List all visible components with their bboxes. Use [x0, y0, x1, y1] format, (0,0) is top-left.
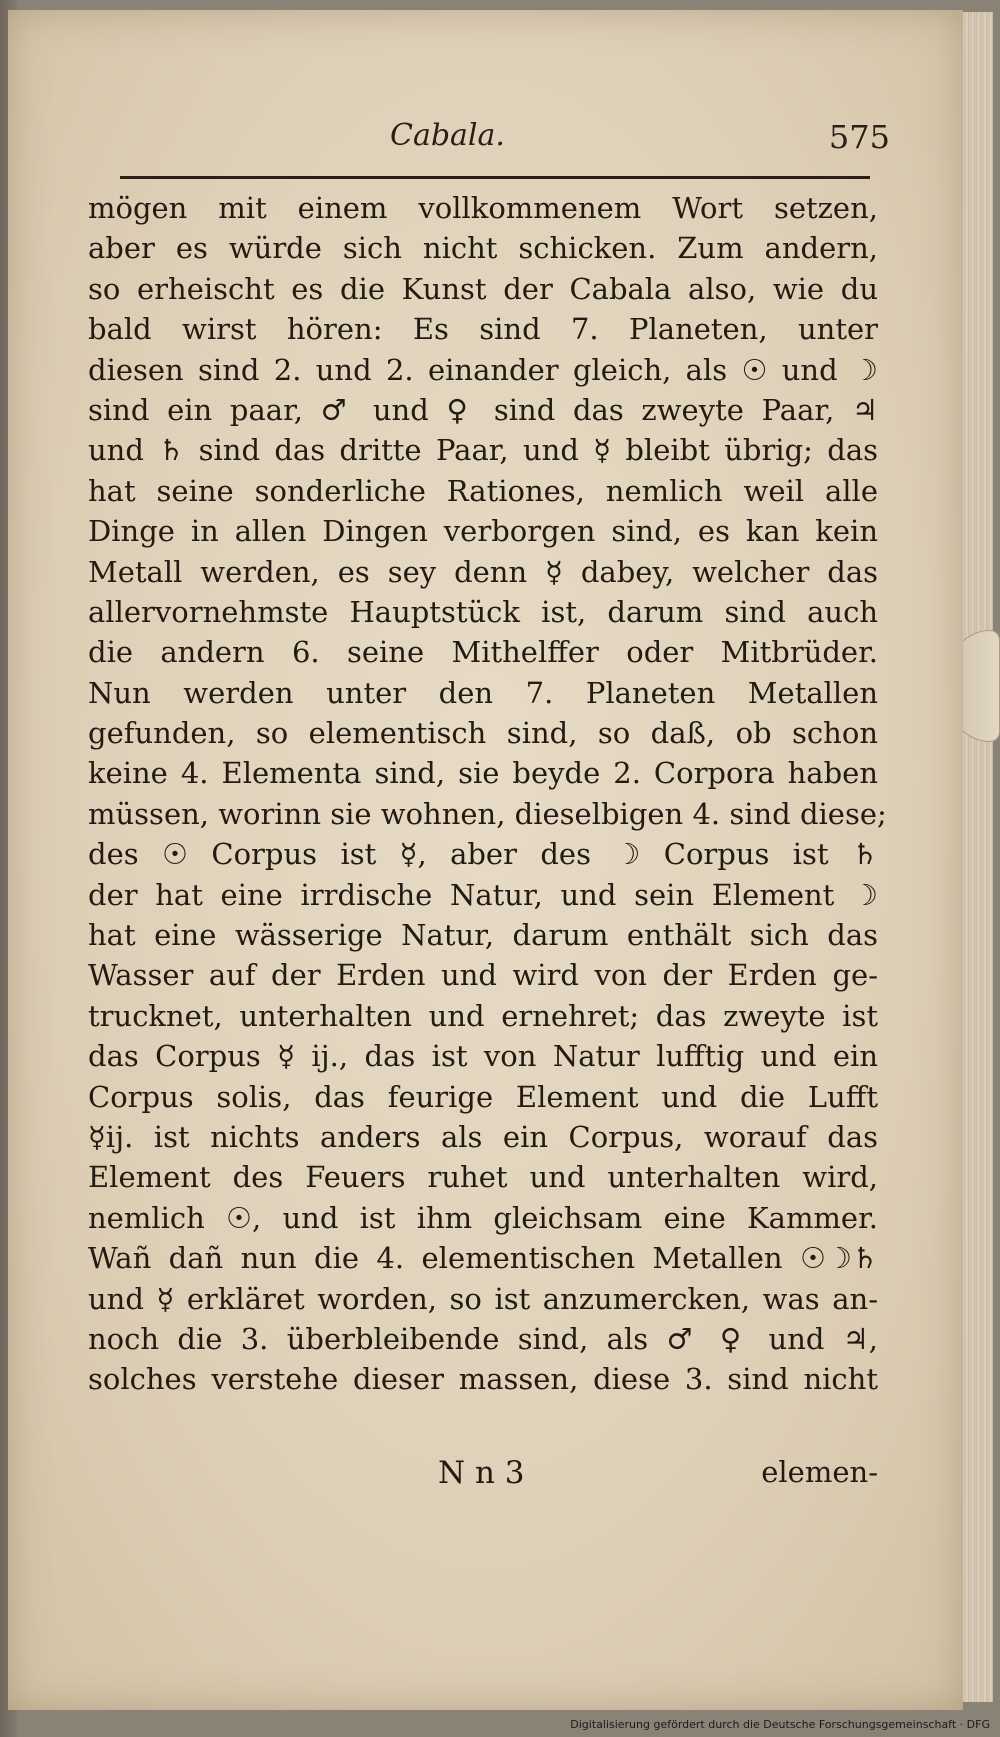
text-line: allervornehmste Hauptstück ist, darum sind auch: [88, 594, 878, 629]
text-line: hat eine wässerige Natur, darum enthält sich das: [88, 918, 878, 953]
text-line: Corpus solis, das feurige Element und die Lufft: [88, 1079, 878, 1114]
text-line: die andern 6. seine Mithelffer oder Mitbrüder.: [88, 635, 878, 670]
header-rule: [120, 176, 870, 179]
text-line: des ☉ Corpus ist ☿, aber des ☽ Corpus ist ♄: [88, 837, 878, 872]
text-line: der hat eine irrdische Natur, und sein Element ☽: [88, 877, 878, 912]
text-line: das Corpus ☿ ij., das ist von Natur lufftig und ein: [88, 1039, 878, 1074]
text-line: Nun werden unter den 7. Planeten Metallen: [88, 675, 878, 710]
text-line: noch die 3. überbleibende sind, als ♂ ♀ und ♃,: [88, 1321, 878, 1356]
digitization-credit: Digitalisierung gefördert durch die Deutsche Forschungsgemeinschaft · DFG: [570, 1718, 990, 1731]
text-line: mögen mit einem vollkommenem Wort setzen,: [88, 191, 878, 225]
text-line: gefunden, so elementisch sind, so daß, ob schon: [88, 716, 878, 751]
text-line: müssen, worinn sie wohnen, dieselbigen 4. sind diese;: [88, 796, 887, 831]
running-title: Cabala.: [390, 118, 505, 153]
text-line: hat seine sonderliche Rationes, nemlich weil alle: [88, 473, 878, 508]
text-line: bald wirst hören: Es sind 7. Planeten, unter: [88, 312, 878, 347]
text-line: so erheischt es die Kunst der Cabala also, wie du: [88, 271, 878, 306]
text-line: solches verstehe dieser massen, diese 3. sind nicht: [88, 1362, 878, 1397]
text-line: diesen sind 2. und 2. einander gleich, als ☉ und ☽: [88, 352, 878, 387]
text-line: trucknet, unterhalten und ernehret; das zweyte ist: [88, 998, 878, 1033]
text-line: sind ein paar, ♂ und ♀ sind das zweyte Paar, ♃: [88, 392, 878, 427]
text-line: keine 4. Elementa sind, sie beyde 2. Corpora haben: [88, 756, 878, 791]
text-line: Dinge in allen Dingen verborgen sind, es kan kein: [88, 514, 878, 549]
body-text: [88, 188, 887, 1400]
text-line: ☿ij. ist nichts anders als ein Corpus, worauf das: [88, 1119, 878, 1154]
text-line: Metall werden, es sey denn ☿ dabey, welcher das: [88, 554, 878, 589]
text-line: Element des Feuers ruhet und unterhalten wird,: [88, 1160, 878, 1195]
text-line: Wasser auf der Erden und wird von der Erden ge-: [88, 958, 878, 993]
text-line: und ♄ sind das dritte Paar, und ☿ bleibt übrig; das: [88, 433, 878, 468]
text-line: nemlich ☉, und ist ihm gleichsam eine Kammer.: [88, 1200, 878, 1235]
text-line: aber es würde sich nicht schicken. Zum andern,: [88, 231, 878, 266]
signature-mark: N n 3: [438, 1455, 525, 1491]
page-number: 575: [828, 118, 890, 156]
page-header: [90, 118, 890, 158]
page-footer: [88, 1455, 878, 1499]
catchword: elemen-: [761, 1455, 878, 1489]
text-line: und ☿ erkläret worden, so ist anzumercken, was an-: [88, 1281, 878, 1316]
page-edges: [963, 12, 993, 1702]
text-line: Wañ dañ nun die 4. elementischen Metallen ☉☽♄: [88, 1241, 878, 1276]
